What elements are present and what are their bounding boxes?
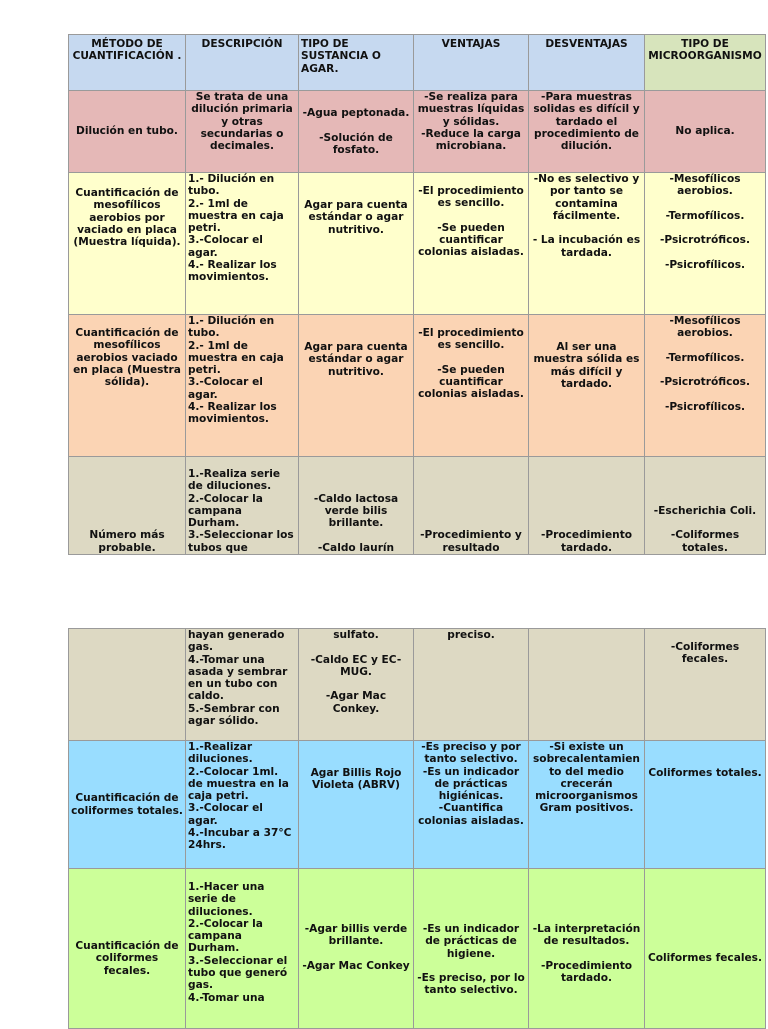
header-substance: TIPO DE SUSTANCIA O AGAR. [299,35,414,91]
disadvantages-cell: -No es selectivo y por tanto se contamina fácilmente. - La incubación es tardada. [529,173,645,315]
substance-cell: Agar Billis Rojo Violeta (ABRV) [299,741,414,869]
microorganism-cell: No aplica. [645,91,766,173]
advantages-cell: -Es un indicador de prácticas de higiene. -Es preciso, por lo tanto selectivo. [414,869,529,1029]
table-row [69,869,766,1029]
advantages-cell: -El procedimiento es sencillo. -Se pueden cuantificar colonias aisladas. [414,315,529,457]
advantages-cell: preciso. [414,629,529,741]
table-row [69,457,766,555]
disadvantages-cell: -Si existe un sobrecalentamiento del medio crecerán microorganismos Gram positivos. [529,741,645,869]
header-disadvantages: DESVENTAJAS [529,35,645,91]
header-microorganism: TIPO DE MICROORGANISMO [645,35,766,91]
method-cell: Cuantificación de coliformes totales. [69,741,186,869]
header-advantages: VENTAJAS [414,35,529,91]
header-method: MÉTODO DE CUANTIFICACIÓN . [69,35,186,91]
microorganism-cell: -Escherichia Coli. -Coliformes totales. [645,457,766,555]
table-row [69,629,766,741]
microorganism-cell: -Mesofílicos aerobios. -Termofílicos. -Psicrotróficos. -Psicrofílicos. [645,315,766,457]
description-cell: 1.- Dilución en tubo. 2.- 1ml de muestra en caja petri. 3.-Colocar el agar. 4.- Realizar los movimientos. [186,173,299,315]
microorganism-cell: Coliformes totales. [645,741,766,869]
disadvantages-cell [529,629,645,741]
description-cell: hayan generado gas. 4.-Tomar una asada y sembrar en un tubo con caldo. 5.-Sembrar con agar sólido. [186,629,299,741]
header-description: DESCRIPCIÓN [186,35,299,91]
table-row [69,91,766,173]
advantages-cell: -Es preciso y por tanto selectivo. -Es un indicador de prácticas higiénicas. -Cuantifica colonias aisladas. [414,741,529,869]
method-cell: Cuantificación de mesofílicos aerobios vaciado en placa (Muestra sólida). [69,315,186,457]
substance-cell: sulfato. -Caldo EC y EC-MUG. -Agar Mac Conkey. [299,629,414,741]
table-row [69,173,766,315]
description-cell: 1.-Realizar diluciones. 2.-Colocar 1ml. de muestra en la caja petri. 3.-Colocar el agar. 4.-Incubar a 37°C 24hrs. [186,741,299,869]
advantages-cell: -Procedimiento y resultado [414,457,529,555]
advantages-cell: -Se realiza para muestras líquidas y sólidas. -Reduce la carga microbiana. [414,91,529,173]
microorganism-cell: -Coliformes fecales. [645,629,766,741]
disadvantages-cell: -La interpretación de resultados. -Procedimiento tardado. [529,869,645,1029]
method-cell: Dilución en tubo. [69,91,186,173]
substance-cell: -Agar billis verde brillante. -Agar Mac Conkey [299,869,414,1029]
comparison-table-page-2 [68,628,766,1029]
header-row [69,35,766,91]
substance-cell: Agar para cuenta estándar o agar nutritivo. [299,173,414,315]
description-cell: 1.-Realiza serie de diluciones. 2.-Colocar la campana Durham. 3.-Seleccionar los tubos que [186,457,299,555]
table-row [69,741,766,869]
microorganism-cell: -Mesofílicos aerobios. -Termofílicos. -Psicrotróficos. -Psicrofílicos. [645,173,766,315]
method-cell: Número más probable. [69,457,186,555]
table-row [69,315,766,457]
method-cell: Cuantificación de mesofílicos aerobios por vaciado en placa (Muestra líquida). [69,173,186,315]
method-cell: Cuantificación de coliformes fecales. [69,869,186,1029]
description-cell: Se trata de una dilución primaria y otras secundarias o decimales. [186,91,299,173]
substance-cell: Agar para cuenta estándar o agar nutritivo. [299,315,414,457]
disadvantages-cell: -Para muestras solidas es difícil y tardado el procedimiento de dilución. [529,91,645,173]
description-cell: 1.- Dilución en tubo. 2.- 1ml de muestra en caja petri. 3.-Colocar el agar. 4.- Realizar los movimientos. [186,315,299,457]
method-cell [69,629,186,741]
advantages-cell: -El procedimiento es sencillo. -Se pueden cuantificar colonias aisladas. [414,173,529,315]
description-cell: 1.-Hacer una serie de diluciones. 2.-Colocar la campana Durham. 3.-Seleccionar el tubo que generó gas. 4.-Tomar una [186,869,299,1029]
comparison-table-page-1 [68,34,766,555]
substance-cell: -Caldo lactosa verde bilis brillante. -Caldo laurín [299,457,414,555]
disadvantages-cell: Al ser una muestra sólida es más difícil y tardado. [529,315,645,457]
substance-cell: -Agua peptonada. -Solución de fosfato. [299,91,414,173]
disadvantages-cell: -Procedimiento tardado. [529,457,645,555]
microorganism-cell: Coliformes fecales. [645,869,766,1029]
